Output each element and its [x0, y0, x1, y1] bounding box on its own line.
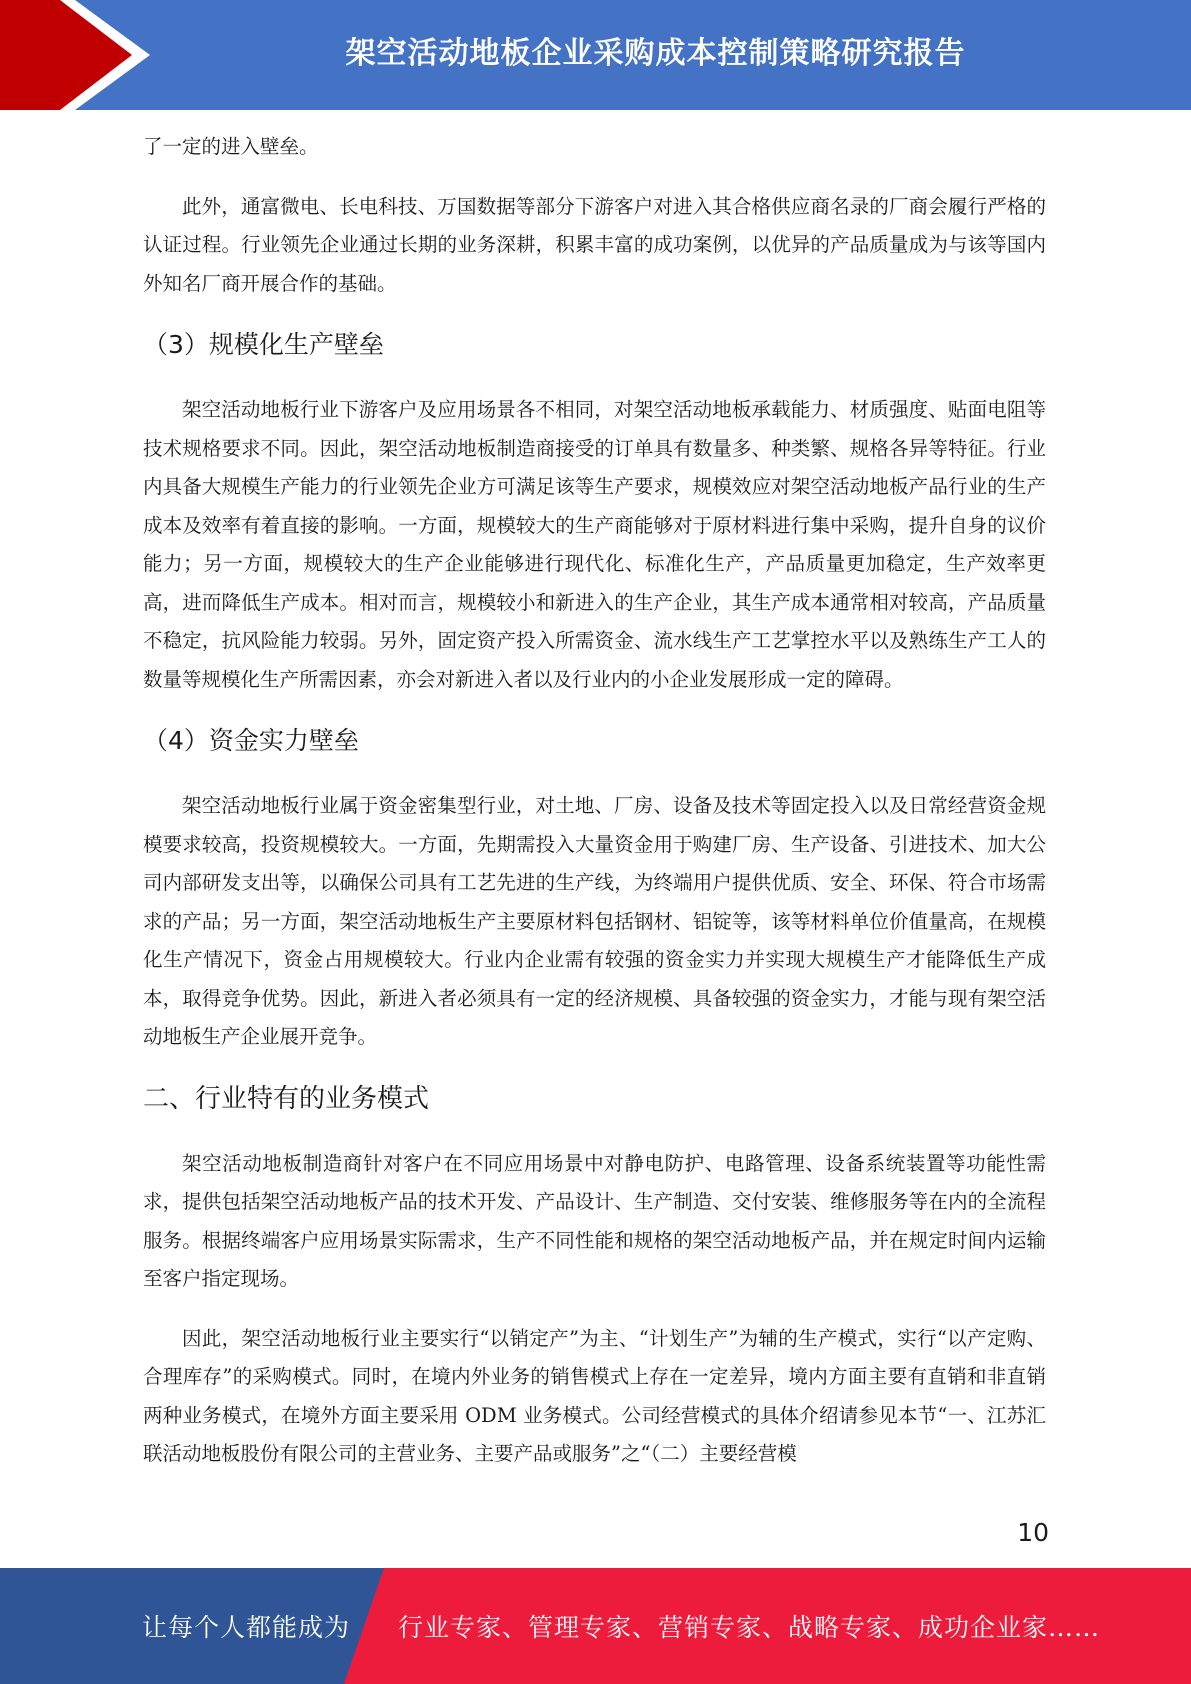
paragraph-production-model: 因此，架空活动地板行业主要实行“以销定产”为主、“计划生产”为辅的生产模式，实行“以产定购、合理库存”的采购模式。同时，在境内外业务的销售模式上存在一定差异，境内方面主要有直销和非直销两种业务模式，在境外方面主要采用 ODM 业务模式。公司经营模式的具体介绍请参见本节“一、江苏汇联活动地板股份有限公司的主营业务、主要产品或服务”之“（二）主要经营模 [143, 1326, 1046, 1465]
paragraph-scale-barrier: 架空活动地板行业下游客户及应用场景各不相同，对架空活动地板承载能力、材质强度、贴面电阻等技术规格要求不同。因此，架空活动地板制造商接受的订单具有数量多、种类繁、规格各异等特征。行业内具备大规模生产能力的行业领先企业方可满足该等生产要求，规模效应对架空活动地板产品行业的生产成本及效率有着直接的影响。一方面，规模较大的生产商能够对于原材料进行集中采购，提升自身的议价能力；另一方面，规模较大的生产企业能够进行现代化、标准化生产，产品质量更加稳定，生产效率更高，进而降低生产成本。相对而言，规模较小和新进入的生产企业，其生产成本通常相对较高，产品质量不稳定，抗风险能力较弱。另外，固定资产投入所需资金、流水线生产工艺掌控水平以及熟练生产工人的数量等规模化生产所需因素，亦会对新进入者以及行业内的小企业发展形成一定的障碍。 [143, 398, 1046, 691]
report-title: 架空活动地板企业采购成本控制策略研究报告 [345, 36, 966, 71]
page-header [0, 0, 1191, 110]
paragraph-business-model: 架空活动地板制造商针对客户在不同应用场景中对静电防护、电路管理、设备系统装置等功能性需求，提供包括架空活动地板产品的技术开发、产品设计、生产制造、交付安装、维修服务等在内的全流程服务。根据终端客户应用场景实际需求，生产不同性能和规格的架空活动地板产品，并在规定时间内运输至客户指定现场。 [143, 1151, 1046, 1290]
section-heading-business-model: 二、行业特有的业务模式 [143, 1083, 430, 1114]
paragraph-capital-barrier: 架空活动地板行业属于资金密集型行业，对土地、厂房、设备及技术等固定投入以及日常经营资金规模要求较高，投资规模较大。一方面，先期需投入大量资金用于购建厂房、生产设备、引进技术、加大公司内部研发支出等，以确保公司具有工艺先进的生产线，为终端用户提供优质、安全、环保、符合市场需求的产品；另一方面，架空活动地板生产主要原材料包括钢材、铝锭等，该等材料单位价值量高，在规模化生产情况下，资金占用规模较大。行业内企业需有较强的资金实力并实现大规模生产才能降低生产成本，取得竞争优势。因此，新进入者必须具有一定的经济规模、具备较强的资金实力，才能与现有架空活动地板生产企业展开竞争。 [143, 794, 1046, 1048]
footer-slogan-right: 行业专家、管理专家、营销专家、战略专家、成功企业家…… [398, 1613, 1101, 1642]
footer-slogan-left: 让每个人都能成为 [142, 1613, 351, 1642]
page-number: 10 [1017, 1518, 1049, 1547]
section-heading-scale-barrier: （3）规模化生产壁垒 [143, 330, 384, 359]
paragraph-certification: 此外，通富微电、长电科技、万国数据等部分下游客户对进入其合格供应商名录的厂商会履行严格的认证过程。行业领先企业通过长期的业务深耕，积累丰富的成功案例，以优异的产品质量成为与该等国内外知名厂商开展合作的基础。 [143, 194, 1046, 295]
paragraph-continuation: 了一定的进入壁垒。 [143, 135, 319, 158]
page-footer [0, 1568, 1191, 1684]
header-arrow-decoration [0, 0, 160, 110]
document-body [143, 128, 1046, 1474]
section-heading-capital-barrier: （4）资金实力壁垒 [143, 726, 359, 755]
